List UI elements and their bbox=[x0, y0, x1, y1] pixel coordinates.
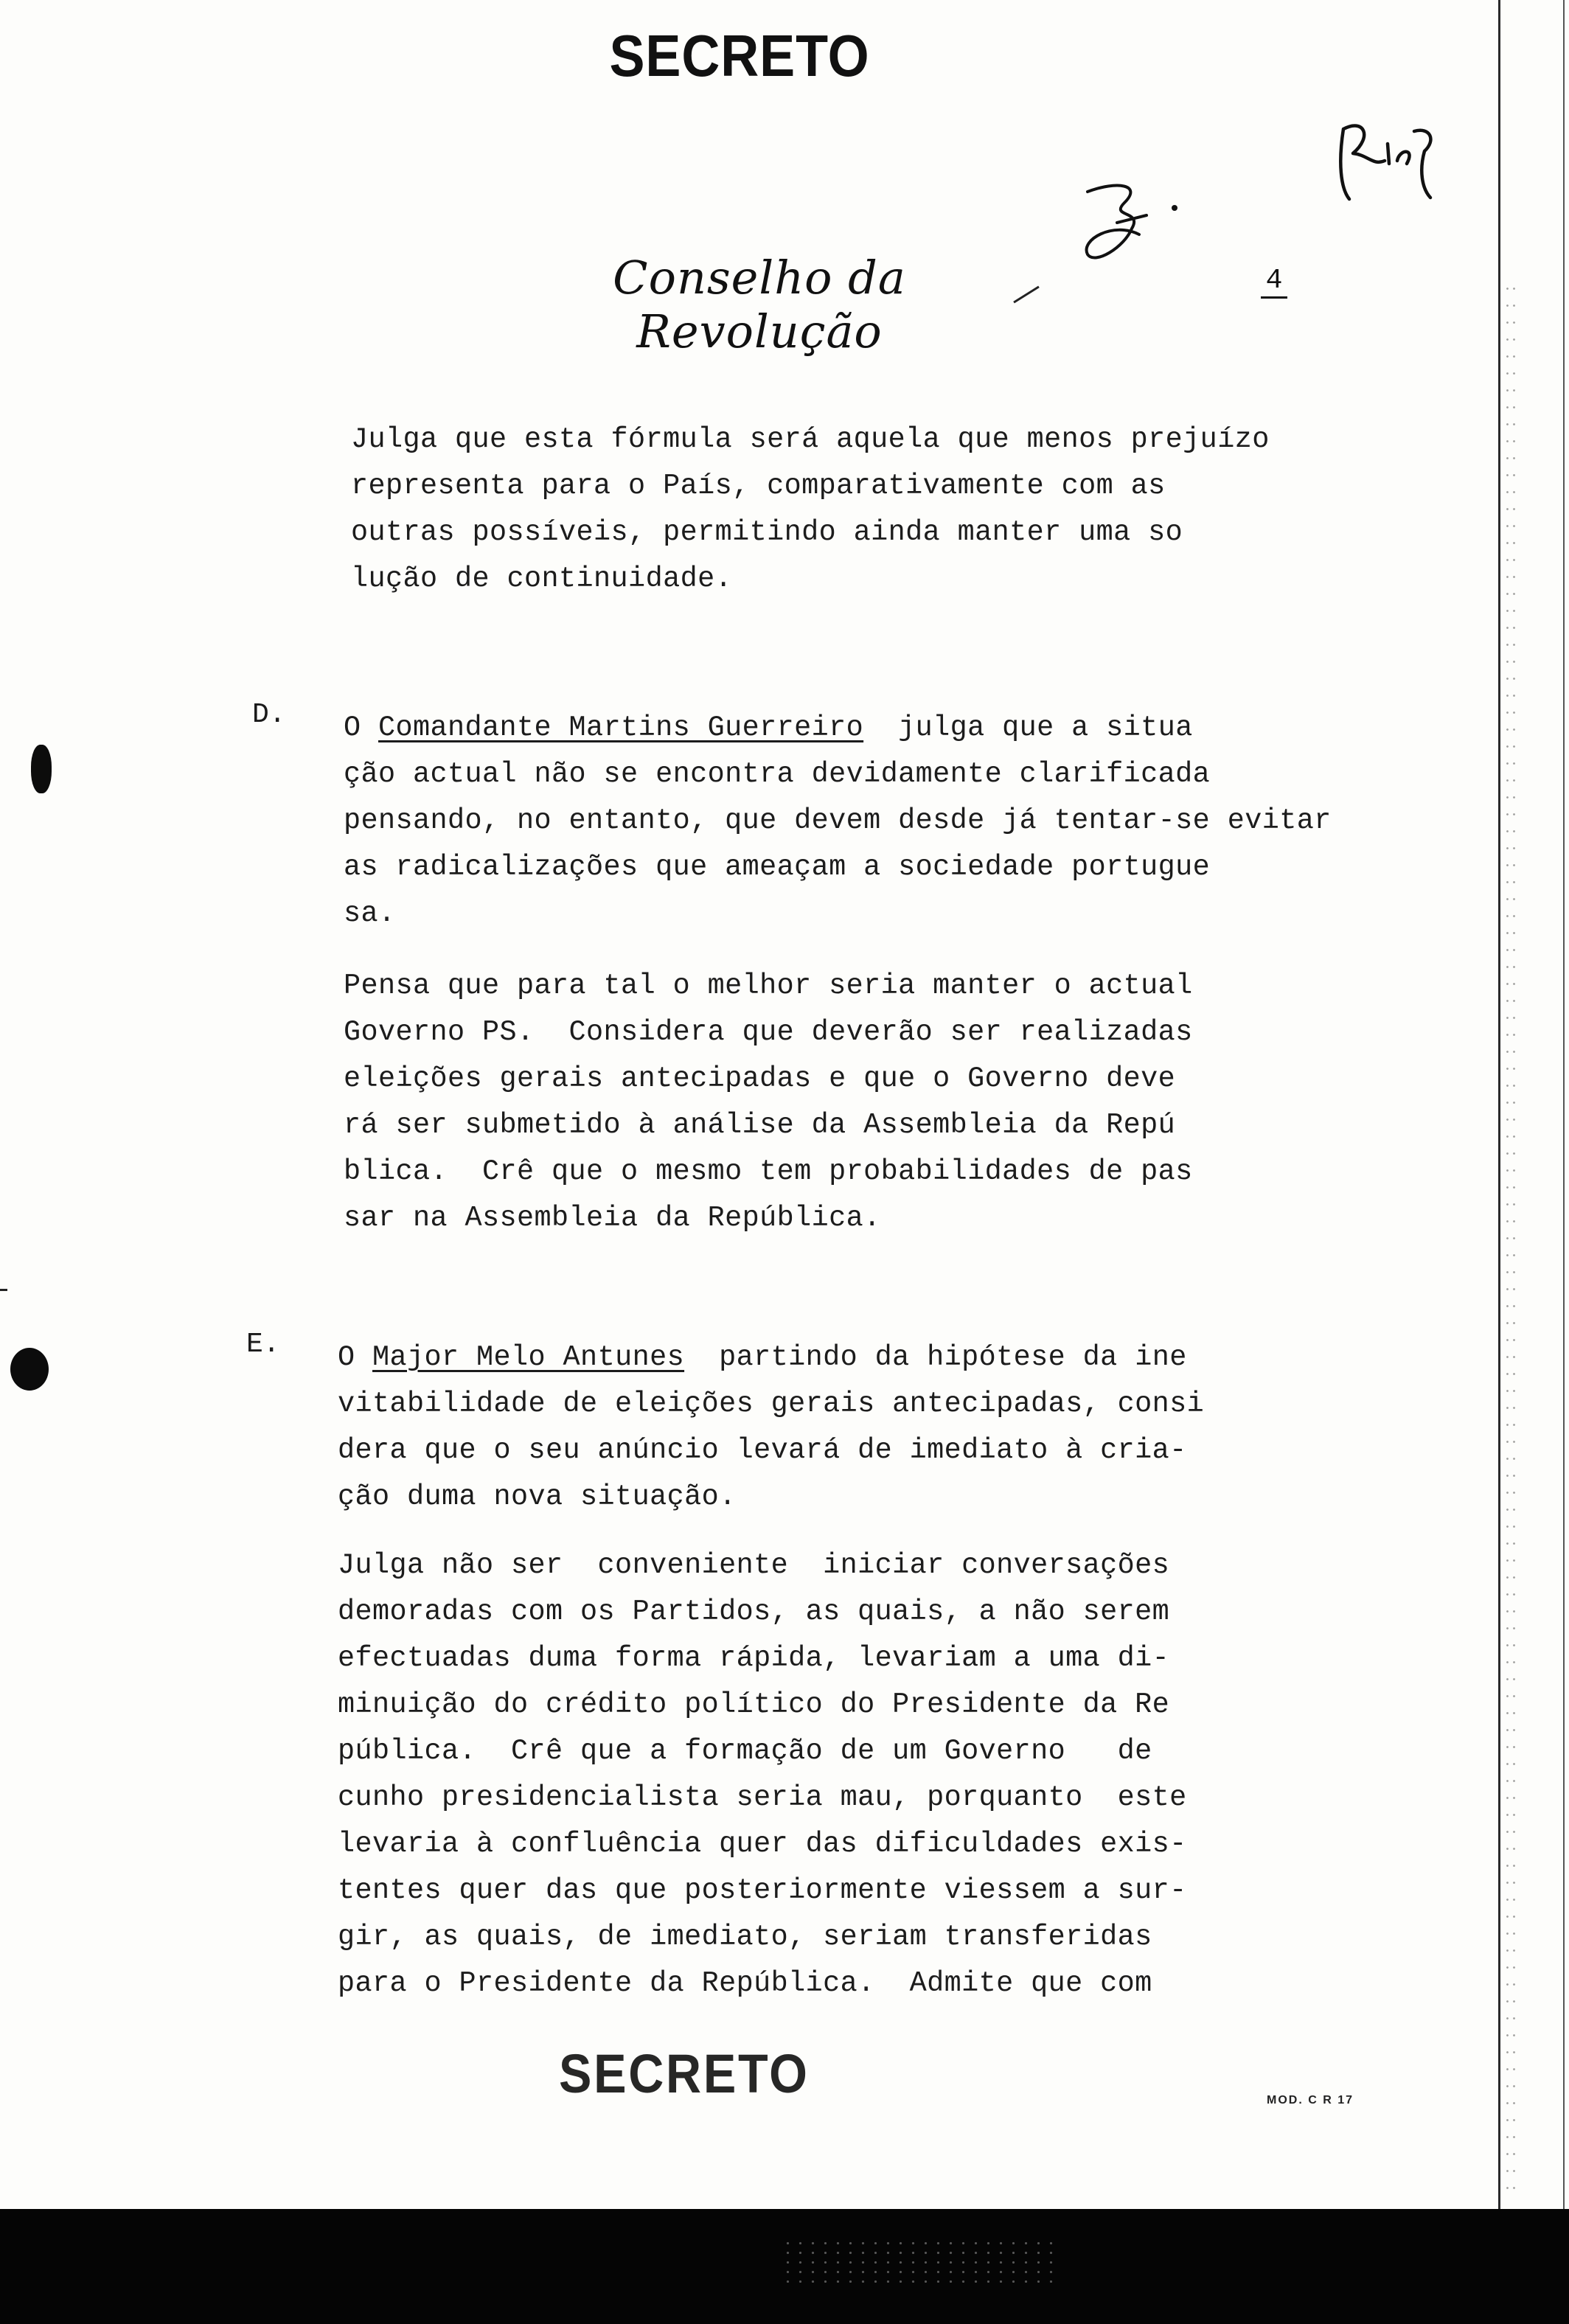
text-line: pensando, no entanto, que devem desde já tentar-se evitar bbox=[344, 804, 1332, 837]
section-e-paragraph-1 bbox=[338, 1335, 1204, 1520]
scan-speckle bbox=[782, 2238, 1062, 2283]
classification-stamp-top: SECRETO bbox=[609, 23, 870, 88]
text-line: dera que o seu anúncio levará de imediato à cria- bbox=[338, 1434, 1187, 1467]
text-line: gir, as quais, de imediato, seriam transferidas bbox=[338, 1921, 1152, 1953]
person-name-melo-antunes: Major Melo Antunes bbox=[372, 1341, 685, 1374]
punch-hole-upper bbox=[31, 745, 52, 793]
text-line: rá ser submetido à análise da Assembleia da Repú bbox=[344, 1109, 1176, 1141]
text-line bbox=[338, 1335, 1204, 1381]
text-line: Pensa que para tal o melhor seria manter o actual bbox=[344, 970, 1193, 1002]
text-line: tentes quer das que posteriormente viessem a sur- bbox=[338, 1874, 1187, 1907]
text-line bbox=[344, 705, 1332, 751]
text-line: vitabilidade de eleições gerais antecipadas, consi bbox=[338, 1388, 1205, 1420]
section-d-paragraph-1 bbox=[344, 705, 1332, 937]
text-line: minuição do crédito político do Presidente da Re bbox=[338, 1688, 1170, 1721]
classification-stamp-bottom: SECRETO bbox=[559, 2043, 810, 2104]
intro-paragraph bbox=[351, 417, 1270, 602]
text-line: efectuadas duma forma rápida, levariam a uma di- bbox=[338, 1642, 1170, 1674]
right-edge-speckle bbox=[1504, 280, 1517, 2197]
text-line: pública. Crê que a formação de um Governo de bbox=[338, 1735, 1152, 1767]
punch-hole-lower bbox=[10, 1348, 49, 1391]
right-edge-line bbox=[1498, 0, 1500, 2212]
text-line: blica. Crê que o mesmo tem probabilidades de pas bbox=[344, 1155, 1193, 1188]
text-line: ção duma nova situação. bbox=[338, 1481, 737, 1513]
section-e-paragraph-2 bbox=[338, 1542, 1187, 2007]
text-line: representa para o País, comparativamente com as bbox=[351, 470, 1166, 502]
text-line: sa. bbox=[344, 897, 396, 930]
text-line: Governo PS. Considera que deverão ser realizadas bbox=[344, 1016, 1193, 1048]
right-edge-line-outer bbox=[1563, 0, 1565, 2212]
text-line: levaria à confluência quer das dificuldades exis- bbox=[338, 1828, 1187, 1860]
text-line: demoradas com os Partidos, as quais, a não serem bbox=[338, 1596, 1170, 1628]
handwritten-signature bbox=[1327, 111, 1445, 221]
text-line: sar na Assembleia da República. bbox=[344, 1202, 881, 1234]
section-letter-d: D. bbox=[252, 699, 286, 731]
text-fragment: partindo da hipótese da ine bbox=[684, 1341, 1187, 1374]
text-line: outras possíveis, permitindo ainda manter uma so bbox=[351, 516, 1183, 549]
text-fragment: O bbox=[338, 1341, 373, 1374]
text-line: Julga que esta fórmula será aquela que menos prejuízo bbox=[351, 423, 1270, 456]
person-name-martins-guerreiro: Comandante Martins Guerreiro bbox=[378, 712, 864, 744]
letterhead-council-name: Conselho da Revolução bbox=[613, 251, 906, 358]
text-line: Julga não ser conveniente iniciar conversações bbox=[338, 1549, 1170, 1582]
text-fragment: O bbox=[344, 712, 379, 744]
handwritten-initials bbox=[1073, 177, 1198, 273]
text-line: cunho presidencialista seria mau, porquanto este bbox=[338, 1781, 1187, 1814]
text-line: lução de continuidade. bbox=[351, 563, 733, 595]
text-line: eleições gerais antecipadas e que o Governo deve bbox=[344, 1062, 1176, 1095]
text-fragment: julga que a situa bbox=[863, 712, 1193, 744]
section-d-paragraph-2 bbox=[344, 963, 1193, 1242]
text-line: para o Presidente da República. Admite que com bbox=[338, 1967, 1152, 2000]
text-line: ção actual não se encontra devidamente clarificada bbox=[344, 758, 1211, 790]
section-letter-e: E. bbox=[246, 1329, 280, 1360]
scan-bottom-border bbox=[0, 2209, 1569, 2324]
form-code: MOD. C R 17 bbox=[1267, 2094, 1354, 2106]
left-edge-tick bbox=[0, 1289, 7, 1291]
text-line: as radicalizações que ameaçam a sociedade portugue bbox=[344, 851, 1211, 883]
page-number: 4 bbox=[1261, 265, 1287, 299]
